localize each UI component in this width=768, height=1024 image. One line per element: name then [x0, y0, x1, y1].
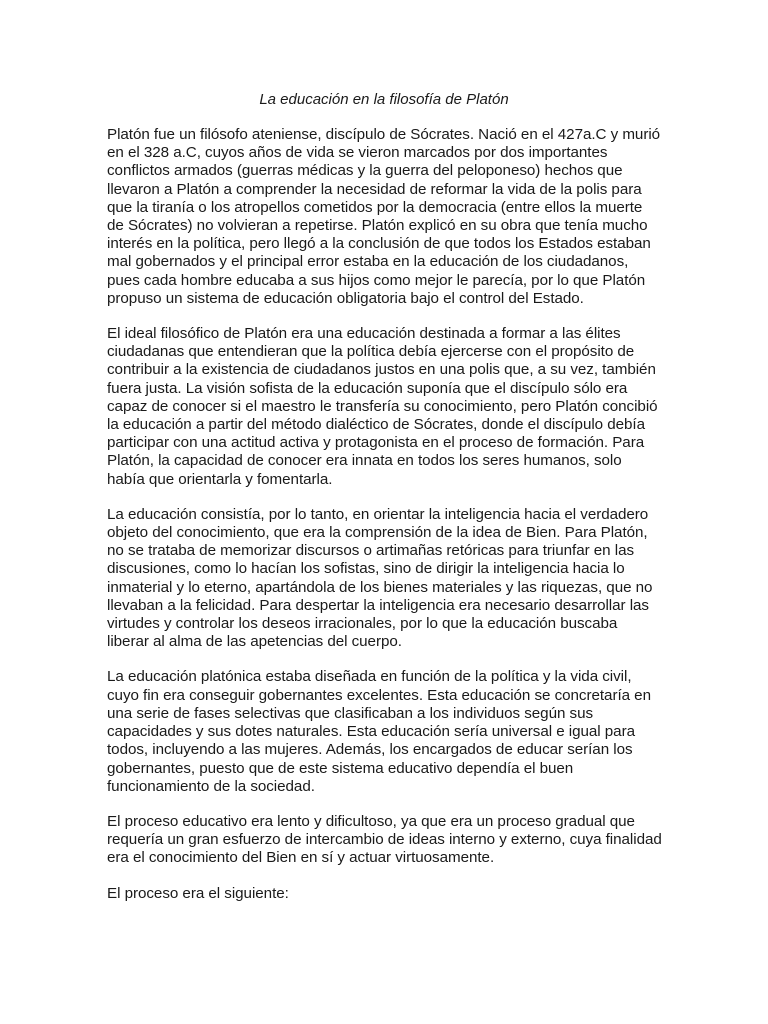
text-line: cuyo fin era conseguir gobernantes excelentes. Esta educación se concretaría en — [107, 686, 651, 704]
text-line: capaz de conocer si el maestro le transfería su conocimiento, pero Platón concibió — [107, 397, 658, 415]
text-line: El proceso educativo era lento y dificultoso, ya que era un proceso gradual que — [107, 812, 635, 830]
text-line: requería un gran esfuerzo de intercambio de ideas interno y externo, cuya finalidad — [107, 831, 662, 849]
text-line: la educación a partir del método dialéctico de Sócrates, donde el discípulo debía — [107, 416, 645, 434]
text-line: interés en la política, pero llegó a la conclusión de que todos los Estados estaban — [107, 235, 651, 253]
text-line: no se trataba de memorizar discursos o artimañas retóricas para triunfar en las — [107, 542, 635, 560]
text-line: en el 328 a.C, cuyos años de vida se vieron marcados por dos importantes — [107, 144, 608, 162]
text-line: funcionamiento de la sociedad. — [107, 777, 315, 795]
text-line: Platón fue un filósofo ateniense, discípulo de Sócrates. Nació en el 427a.C y murió — [107, 126, 661, 143]
text-line: inmaterial y lo eterno, apartándola de los bienes materiales y las riquezas, que no — [107, 578, 653, 596]
text-line: mal gobernados y el principal error estaba en la educación de los ciudadanos, — [107, 253, 629, 271]
text-line: virtudes y controlar los deseos irracionales, por lo que la educación buscaba — [107, 615, 618, 633]
text-line: gobernantes, puesto que de este sistema educativo dependía el buen — [107, 759, 574, 777]
text-line: ciudadanas que entendieran que la política debía ejercerse con el propósito de — [107, 343, 635, 361]
text-line: contribuir a la existencia de ciudadanos justos en una polis que, a su vez, también — [107, 361, 656, 379]
text-line: fuera justa. La visión sofista de la educación suponía que el discípulo sólo era — [107, 379, 628, 397]
paragraph — [107, 506, 683, 652]
text-line: propuso un sistema de educación obligatoria bajo el control del Estado. — [107, 289, 584, 307]
text-line: pues cada hombre educaba a sus hijos como mejor le parecía, por lo que Platón — [107, 271, 646, 289]
paragraph — [107, 126, 683, 308]
text-line: llevaban a la felicidad. Para despertar la inteligencia era necesario desarrollar las — [107, 596, 649, 614]
text-line: una serie de fases selectivas que clasificaban a los individuos según sus — [107, 704, 594, 722]
paragraph — [107, 813, 683, 868]
text-line: El proceso era el siguiente: — [107, 884, 289, 902]
text-line: había que orientarla y fomentarla. — [107, 470, 333, 488]
text-line: participar con una actitud activa y protagonista en el proceso de formación. Para — [107, 434, 645, 452]
paragraph — [107, 668, 683, 795]
paragraph — [107, 885, 683, 903]
text-line: El ideal filosófico de Platón era una educación destinada a formar a las élites — [107, 325, 621, 343]
text-line: liberar al alma de las apetencias del cuerpo. — [107, 633, 402, 651]
text-line: Platón, la capacidad de conocer era innata en todos los seres humanos, solo — [107, 452, 622, 470]
text-line: era el conocimiento del Bien en sí y actuar virtuosamente. — [107, 849, 495, 867]
text-line: de Sócrates) no volvieran a repetirse. Platón explicó en su obra que tenía mucho — [107, 217, 648, 235]
text-line: llevaron a Platón a comprender la necesidad de reformar la vida de la polis para — [107, 180, 642, 198]
text-line: capacidades y sus dotes naturales. Esta educación sería universal e igual para — [107, 723, 635, 741]
text-line: discusiones, como lo hacían los sofistas, sino de dirigir la inteligencia hacia lo — [107, 560, 625, 578]
text-line: objeto del conocimiento, que era la comprensión de la idea de Bien. Para Platón, — [107, 524, 648, 542]
text-line: que la tiranía o los atropellos cometidos por la democracia (entre ellos la muerte — [107, 198, 643, 216]
document-body — [107, 126, 683, 920]
text-line: todos, incluyendo a las mujeres. Además, los encargados de educar serían los — [107, 741, 633, 759]
paragraph — [107, 325, 683, 489]
document-title: La educación en la filosofía de Platón — [259, 91, 509, 108]
text-line: La educación consistía, por lo tanto, en orientar la inteligencia hacia el verdadero — [107, 505, 649, 523]
text-line: La educación platónica estaba diseñada en función de la política y la vida civil, — [107, 668, 632, 686]
text-line: conflictos armados (guerras médicas y la guerra del peloponeso) hechos que — [107, 162, 623, 180]
